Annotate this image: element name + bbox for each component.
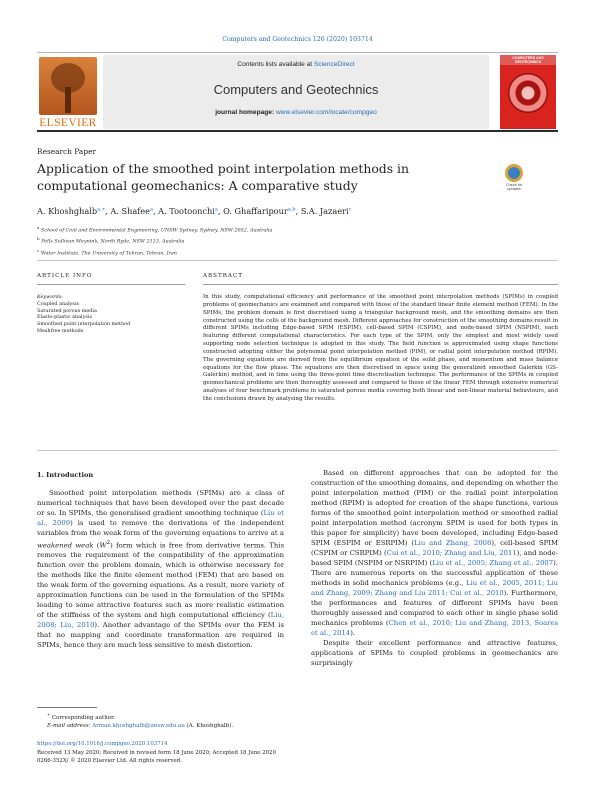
body-column-right [311, 469, 558, 669]
footnote-divider [37, 707, 97, 708]
keyword-item: Smoothed point interpolation method [37, 321, 131, 328]
divider [37, 450, 558, 451]
masthead-center-panel [103, 55, 489, 129]
abstract-heading: ABSTRACT [203, 273, 243, 279]
body-column-left: Smoothed point interpolation methods (SPIMs) are a class of numerical techniques that have been developed over the past decade or so. In SPIMs, the generalised gradient smoothing technique (Liu et al., 2009) is used to remove the derivations of the independent variables from the weak form of the governing equations to arrive at a weakened weak $(W^2)$ form which is free from derivative terms. This removes the requirement of the compatibility of the approximation function over the problem domain, which is otherwise necessary for the methods like the finite element method (FEM) that are based on the weak form of the governing equations. As a result, more variety of approximation functions can be used in the formulation of the SPIMs leading to some attractive features such as more realistic estimation of the stiffness of the system and high computational efficiency (Liu, 2008; Liu, 2010). Another advantage of the SPIMs over the FEM is that no mapping and coordinate transformation are required in SPIMs, hence they are much less sensitive to mesh distortion. [37, 489, 284, 650]
author-name: S.A. Jazaeri [300, 206, 349, 216]
homepage-line: journal homepage: www.elsevier.com/locate/compgeo [215, 109, 377, 116]
elsevier-tree-icon [39, 57, 97, 115]
elsevier-logo[interactable] [39, 57, 97, 129]
divider [37, 260, 558, 261]
journal-title: Computers and Geotechnics [213, 82, 379, 97]
body-paragraph: Based on different approaches that can be adopted for the construction of the smoothing domains, and depending on whether the point interpolation method (PIM) or the radial point interpolation method (RPIM) is adopted for creation of the shape functions, various forms of the smoothed point interpolation method or smoothed radial point interpolation method (acronym SPIM is used for both types in this paper for simplicity) have been developed, including Edge-based SPIM (ESPIM or ESRPIM) (Liu and Zhang, 2008), cell-based SPIM (CSPIM or CSRPIM) (Cui et al., 2010; Zhang and Liu, 2011), and node-based SPIM (NSPIM or NSRPIM) (Liu et al., 2005; Zhang et al., 2007). There are numerous reports on the successful application of these methods in solid mechanics problems (e.g., Liu et al., 2005, 2011; Liu and Zhang, 2009; Zhang and Liu 2011; Cui et al., 2010). Furthermore, the performances and features of different SPIMs have been thoroughly assessed and compared to each other in single phase solid mechanics problems (Chen et al., 2010; Liu and Zhang, 2013, Soares et al., 2014). [311, 469, 559, 637]
publication-info [37, 740, 276, 766]
crossmark-icon [505, 164, 523, 182]
footnote: ∗ Corresponding author. E-mail address: Arman.khoshghalb@unsw.edu.au (A. Khoshghalb). [47, 713, 234, 730]
divider [203, 284, 558, 285]
section-heading-introduction: 1. Introduction [37, 471, 94, 479]
keywords-block [37, 294, 185, 335]
cover-art-icon [508, 73, 548, 113]
divider [37, 284, 185, 285]
keyword-item: Saturated porous media [37, 307, 97, 314]
cover-title: COMPUTERS AND GEOTECHNICS [512, 56, 544, 64]
keywords-label: Keywords: [37, 294, 63, 300]
keyword-item: Elasto-plastic analysis [37, 314, 92, 321]
corresponding-author-label: Corresponding author. [51, 714, 115, 721]
affiliation-item: $^c$ Water Institute, The University of Tehran, Tehran, Iran [37, 247, 177, 257]
journal-masthead [37, 52, 558, 132]
journal-cover-thumbnail[interactable] [500, 55, 556, 129]
article-type: Research Paper [37, 147, 96, 156]
author-name: A. Khoshghalb [37, 206, 98, 216]
author-name: A. Shafee [110, 206, 150, 216]
check-for-updates-label: Check for updates [505, 183, 523, 192]
author-affiliation-link[interactable]: a [214, 206, 218, 213]
author-affiliation-link[interactable]: a,∗ [97, 206, 106, 213]
author-name: A. Tootoonchi [158, 206, 215, 216]
affiliation-item: $^a$ School of Civil and Environmental Engineering, UNSW Sydney, Sydney, NSW 2052, Australia [37, 225, 273, 234]
author-affiliation-link[interactable]: c [348, 206, 352, 213]
doi-link[interactable]: https://doi.org/10.1016/j.compgeo.2020.103714 [37, 741, 168, 747]
article-title: Application of the smoothed point interpolation methods in computational geomechanics: A comparative study [37, 161, 409, 193]
abstract-text: In this study, computational efficiency and performance of the smoothed point interpolation methods (SPIMs) in coupled problems of geomechanics are examined and compared with those of the standard linear finite element method (FEM). In the SPIMs, the problem domain is first discretised using a triangular background mesh, and the smoothing domains are then constructed using the cells of the background mesh. Different approaches for construction of the smoothing domains result in different SPIMs including Edge-based SPIM (ESPIM), cell-based SPIM (CSPIM), and node-based SPIM (NSPIM), each featuring different computational characteristics. For each type of the SPIM, only the simplest and most widely used supporting node selection technique is adopted in this study. The field function is approximated using shape functions constructed adopting either the polynomial point interpolation method (PIM), or radial point interpolation method (RPIM). The governing equations are derived from the equilibrium equation of the solid phase, and momentum and mass balance equations for the flow phase. The equations are then discretised in space using the generalized smoothed Galerkin (GS-Galerkin) method, and in time using the three-point time discretisation technique. The performance of the SPIMs in coupled geomechanical problems are then thoroughly assessed and compared to those of the linear FEM through extensive numerical analyses of four benchmark problems in saturated porous media covering both linear and non-linear material behaviours, and the conclusions drawn by analysing the results. [203, 294, 558, 402]
body-paragraph: Despite their excellent performance and attractive features, applications of SPIMs to coupled problems in geomechanics are surprisingly [311, 638, 558, 667]
affiliation-item: $^b$ Pells Sullivan Meynink, North Ryde, NSW 2113, Australia [37, 236, 185, 246]
article-info-heading: ARTICLE INFO [37, 273, 93, 279]
author-affiliation-link[interactable]: a,b [287, 206, 296, 213]
journal-reference-link[interactable]: Computers and Geotechnics 126 (2020) 103714 [222, 36, 373, 43]
author-list: A. Khoshghalb$^{a,∗}$, A. Shafee$^a$, A. Tootoonchi$^a$, O. Ghaffaripour$^{a,b}$, S.A. Jazaeri$^c$ [37, 206, 352, 216]
affiliation-list [37, 224, 272, 258]
author-name: O. Ghaffaripour [223, 206, 288, 216]
copyright-notice: 0266-352X/ © 2020 Elsevier Ltd. All rights reserved. [37, 758, 182, 765]
sciencedirect-link[interactable]: ScienceDirect [313, 61, 355, 68]
journal-homepage-link[interactable]: www.elsevier.com/locate/compgeo [276, 109, 377, 116]
keyword-item: Meshfree methods [37, 327, 84, 334]
publication-dates: Received 13 May 2020; Received in revised form 18 June 2020; Accepted 18 June 2020 [37, 749, 276, 756]
email-link[interactable]: Arman.khoshghalb@unsw.edu.au [92, 723, 185, 730]
author-affiliation-link[interactable]: a [149, 206, 153, 213]
elsevier-wordmark: ELSEVIER [39, 117, 97, 129]
contents-line: Contents lists available at ScienceDirect [237, 61, 355, 68]
check-for-updates-button[interactable] [503, 164, 525, 194]
keyword-item: Coupled analysis [37, 300, 80, 307]
